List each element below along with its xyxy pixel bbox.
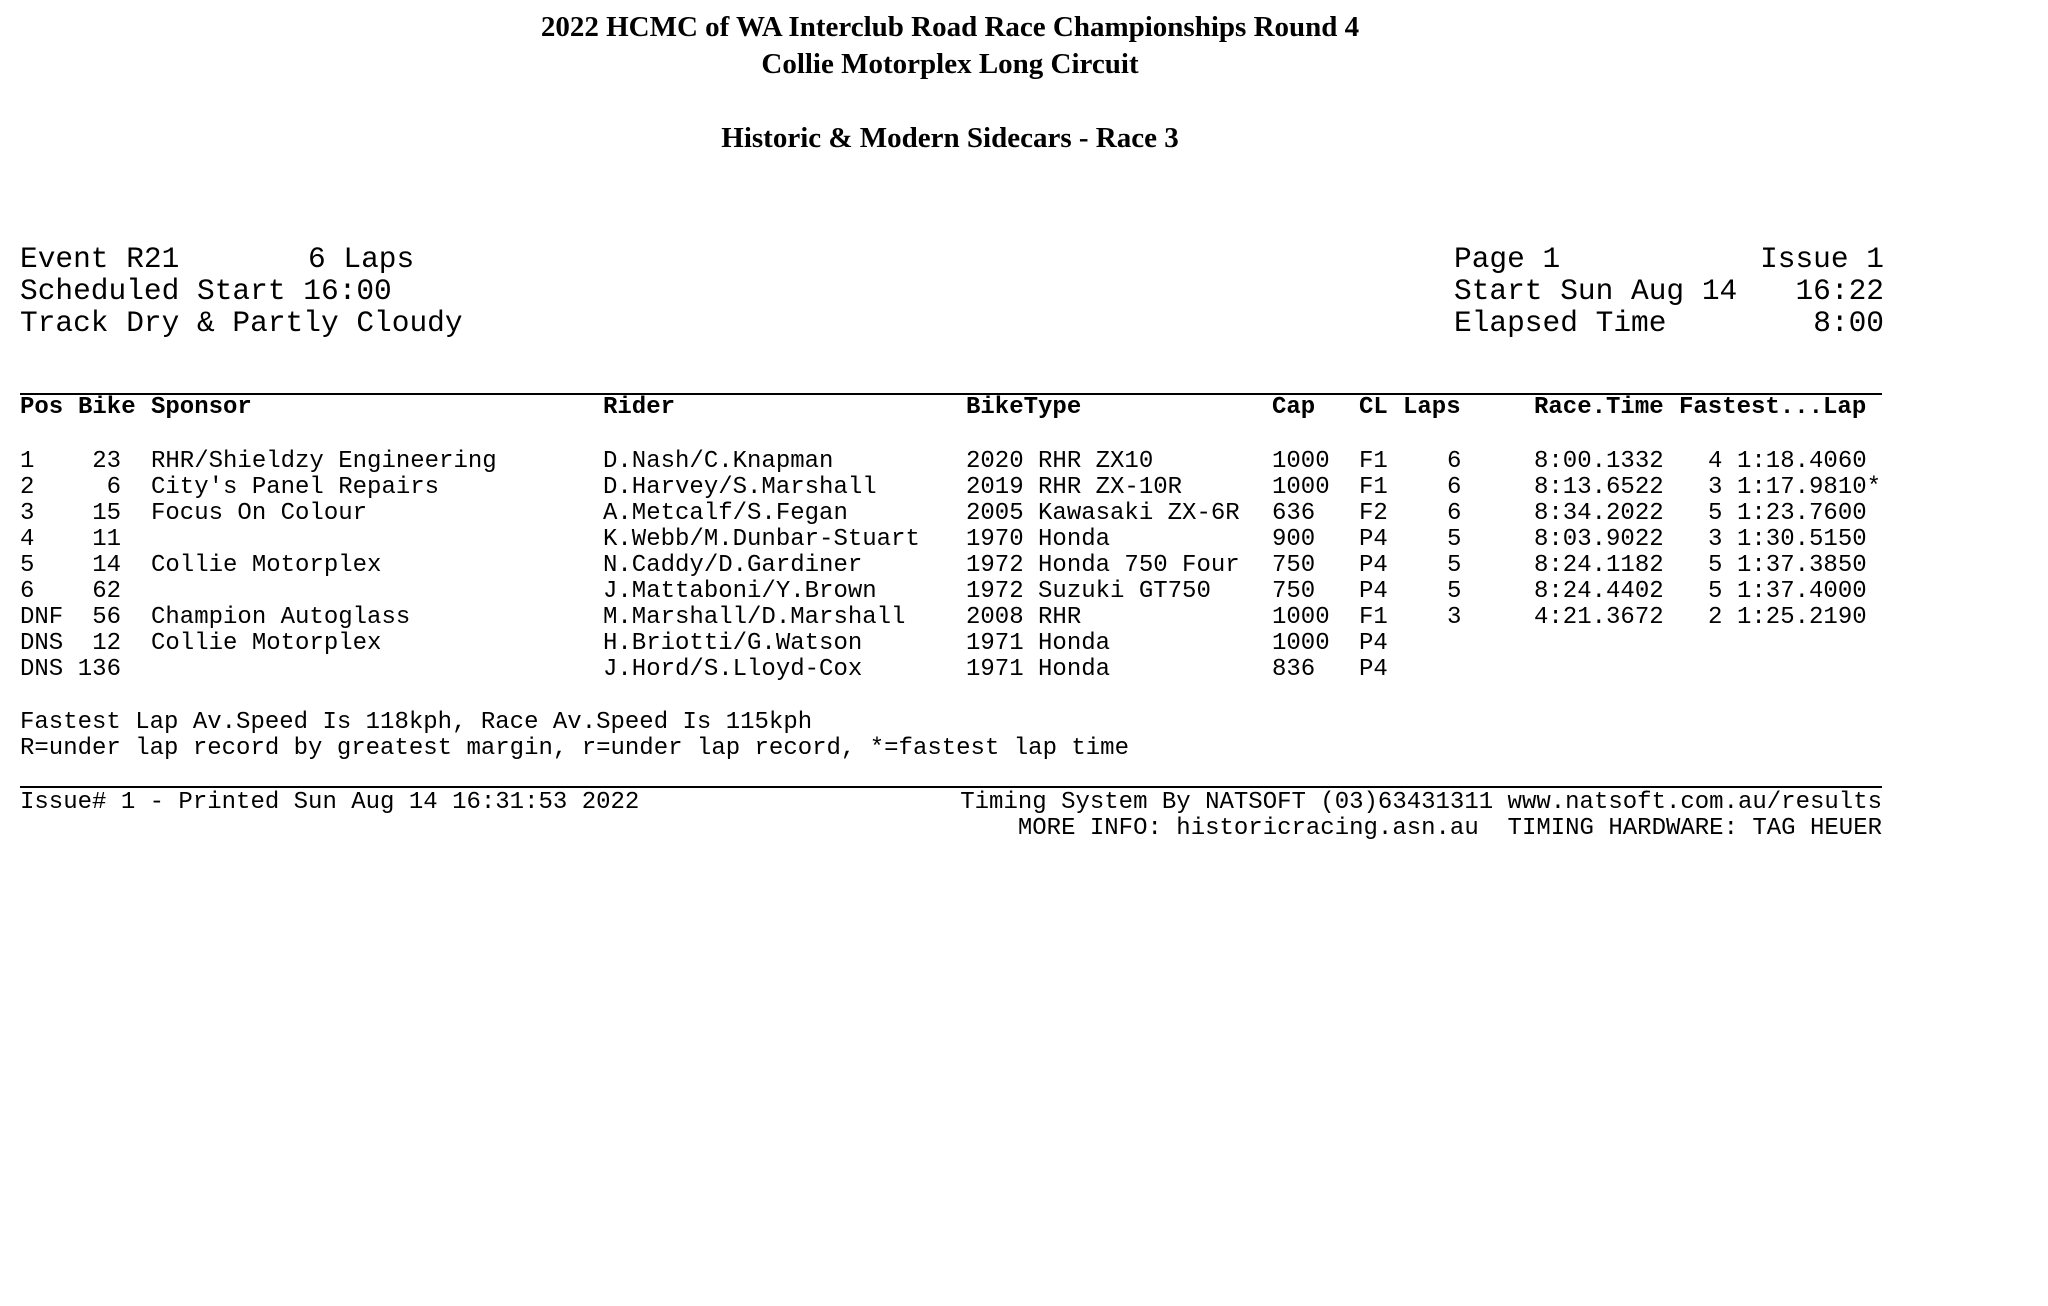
row-class: P4 bbox=[1359, 656, 1388, 683]
row-fastest-time: 1:17.9810* bbox=[1737, 474, 1882, 501]
event-info-left bbox=[20, 242, 463, 403]
result-row bbox=[0, 657, 1900, 683]
row-cap: 1000 bbox=[1272, 604, 1330, 631]
col-laps: Laps bbox=[1403, 394, 1461, 421]
row-racetime: 8:13.6522 bbox=[1534, 474, 1664, 501]
col-fastest-lap: Fastest...Lap bbox=[1679, 394, 1867, 421]
row-class: P4 bbox=[1359, 578, 1388, 605]
row-biketype: 2005 Kawasaki ZX-6R bbox=[966, 500, 1240, 527]
row-fastest-time: 1:30.5150 bbox=[1737, 526, 1867, 553]
row-cap: 1000 bbox=[1272, 474, 1330, 501]
row-fastest-time: 1:18.4060 bbox=[1737, 448, 1867, 475]
row-racetime: 8:34.2022 bbox=[1534, 500, 1664, 527]
row-bike: 6 bbox=[106, 474, 121, 501]
row-class: F2 bbox=[1359, 500, 1388, 527]
row-cap: 750 bbox=[1272, 552, 1316, 579]
row-rider: D.Harvey/S.Marshall bbox=[603, 474, 877, 501]
col-rider: Rider bbox=[603, 394, 676, 421]
row-class: P4 bbox=[1359, 526, 1388, 553]
col-cl: CL bbox=[1359, 394, 1388, 421]
row-biketype: 1970 Honda bbox=[966, 526, 1111, 553]
row-racetime: 8:00.1332 bbox=[1534, 448, 1664, 475]
row-rider: J.Hord/S.Lloyd-Cox bbox=[603, 656, 863, 683]
row-laps: 6 bbox=[1447, 500, 1462, 527]
row-biketype: 2020 RHR ZX10 bbox=[966, 448, 1154, 475]
row-rider: M.Marshall/D.Marshall bbox=[603, 604, 906, 631]
row-pos: DNS bbox=[20, 630, 64, 657]
col-sponsor: Sponsor bbox=[151, 394, 252, 421]
result-row bbox=[0, 579, 1900, 605]
row-fastest-lapno: 5 bbox=[1708, 552, 1723, 579]
row-pos: 2 bbox=[20, 474, 35, 501]
row-class: F1 bbox=[1359, 604, 1388, 631]
row-rider: K.Webb/M.Dunbar-Stuart bbox=[603, 526, 920, 553]
row-biketype: 1971 Honda bbox=[966, 630, 1111, 657]
col-biketype: BikeType bbox=[966, 394, 1082, 421]
row-laps: 5 bbox=[1447, 552, 1462, 579]
legend-note: R=under lap record by greatest margin, r=under lap record, *=fastest lap time bbox=[20, 735, 1129, 762]
event-label: Event R21 bbox=[20, 242, 180, 276]
col-pos: Pos bbox=[20, 394, 64, 421]
scheduled-start: Scheduled Start 16:00 bbox=[20, 274, 392, 308]
row-laps: 5 bbox=[1447, 578, 1462, 605]
row-class: P4 bbox=[1359, 552, 1388, 579]
speed-note: Fastest Lap Av.Speed Is 118kph, Race Av.Speed Is 115kph bbox=[20, 709, 813, 736]
row-rider: N.Caddy/D.Gardiner bbox=[603, 552, 863, 579]
page-number: Page 1 bbox=[1454, 242, 1561, 276]
elapsed-value: 8:00 bbox=[1813, 306, 1884, 340]
row-pos: DNS bbox=[20, 656, 64, 683]
row-pos: 4 bbox=[20, 526, 35, 553]
issue-number: Issue 1 bbox=[1760, 242, 1884, 276]
result-row bbox=[0, 501, 1900, 527]
timing-system-info: Timing System By NATSOFT (03)63431311 www.natsoft.com.au/results bbox=[960, 789, 1882, 816]
row-fastest-time: 1:37.3850 bbox=[1737, 552, 1867, 579]
start-time: 16:22 bbox=[1795, 274, 1884, 308]
result-row bbox=[0, 553, 1900, 579]
row-racetime: 8:24.1182 bbox=[1534, 552, 1664, 579]
result-row bbox=[0, 605, 1900, 631]
row-bike: 56 bbox=[92, 604, 121, 631]
row-biketype: 1972 Honda 750 Four bbox=[966, 552, 1240, 579]
row-laps: 3 bbox=[1447, 604, 1462, 631]
race-title: Historic & Modern Sidecars - Race 3 bbox=[721, 122, 1179, 154]
row-fastest-lapno: 2 bbox=[1708, 604, 1723, 631]
row-pos: 1 bbox=[20, 448, 35, 475]
row-fastest-lapno: 5 bbox=[1708, 578, 1723, 605]
row-cap: 1000 bbox=[1272, 630, 1330, 657]
row-bike: 11 bbox=[92, 526, 121, 553]
laps-count: 6 Laps bbox=[308, 242, 415, 276]
row-bike: 14 bbox=[92, 552, 121, 579]
row-laps: 6 bbox=[1447, 448, 1462, 475]
col-racetime: Race.Time bbox=[1534, 394, 1664, 421]
row-sponsor: Champion Autoglass bbox=[151, 604, 411, 631]
footer-rule bbox=[20, 786, 1882, 788]
row-bike: 15 bbox=[92, 500, 121, 527]
document-title: 2022 HCMC of WA Interclub Road Race Championships Round 4 bbox=[540, 11, 1360, 43]
row-cap: 636 bbox=[1272, 500, 1316, 527]
row-biketype: 1972 Suzuki GT750 bbox=[966, 578, 1211, 605]
row-rider: H.Briotti/G.Watson bbox=[603, 630, 863, 657]
row-class: F1 bbox=[1359, 448, 1388, 475]
col-cap: Cap bbox=[1272, 394, 1316, 421]
row-pos: DNF bbox=[20, 604, 64, 631]
row-racetime: 4:21.3672 bbox=[1534, 604, 1664, 631]
row-cap: 750 bbox=[1272, 578, 1316, 605]
row-sponsor: Focus On Colour bbox=[151, 500, 368, 527]
track-condition: Track Dry & Partly Cloudy bbox=[20, 306, 463, 340]
row-laps: 5 bbox=[1447, 526, 1462, 553]
row-rider: D.Nash/C.Knapman bbox=[603, 448, 834, 475]
row-cap: 836 bbox=[1272, 656, 1316, 683]
row-racetime: 8:24.4402 bbox=[1534, 578, 1664, 605]
row-bike: 136 bbox=[77, 656, 121, 683]
row-bike: 12 bbox=[92, 630, 121, 657]
row-fastest-lapno: 4 bbox=[1708, 448, 1723, 475]
result-row bbox=[0, 631, 1900, 657]
row-laps: 6 bbox=[1447, 474, 1462, 501]
elapsed-label: Elapsed Time bbox=[1454, 306, 1667, 340]
result-row bbox=[0, 527, 1900, 553]
row-biketype: 1971 Honda bbox=[966, 656, 1111, 683]
event-info-right bbox=[1454, 243, 1884, 467]
row-rider: A.Metcalf/S.Fegan bbox=[603, 500, 848, 527]
row-biketype: 2019 RHR ZX-10R bbox=[966, 474, 1183, 501]
row-fastest-time: 1:23.7600 bbox=[1737, 500, 1867, 527]
start-label: Start Sun Aug 14 bbox=[1454, 274, 1738, 308]
row-cap: 900 bbox=[1272, 526, 1316, 553]
row-fastest-time: 1:37.4000 bbox=[1737, 578, 1867, 605]
row-fastest-time: 1:25.2190 bbox=[1737, 604, 1867, 631]
row-bike: 23 bbox=[92, 448, 121, 475]
circuit-name: Collie Motorplex Long Circuit bbox=[761, 48, 1139, 80]
row-fastest-lapno: 5 bbox=[1708, 500, 1723, 527]
printed-info: Issue# 1 - Printed Sun Aug 14 16:31:53 2022 bbox=[20, 789, 640, 816]
more-info: MORE INFO: historicracing.asn.au TIMING HARDWARE: TAG HEUER bbox=[1017, 815, 1882, 842]
row-fastest-lapno: 3 bbox=[1708, 526, 1723, 553]
row-racetime: 8:03.9022 bbox=[1534, 526, 1664, 553]
row-rider: J.Mattaboni/Y.Brown bbox=[603, 578, 877, 605]
row-fastest-lapno: 3 bbox=[1708, 474, 1723, 501]
row-pos: 3 bbox=[20, 500, 35, 527]
row-sponsor: Collie Motorplex bbox=[151, 630, 382, 657]
col-bike: Bike bbox=[78, 394, 136, 421]
row-sponsor: Collie Motorplex bbox=[151, 552, 382, 579]
row-cap: 1000 bbox=[1272, 448, 1330, 475]
row-class: P4 bbox=[1359, 630, 1388, 657]
row-pos: 5 bbox=[20, 552, 35, 579]
row-sponsor: RHR/Shieldzy Engineering bbox=[151, 448, 497, 475]
row-class: F1 bbox=[1359, 474, 1388, 501]
row-bike: 62 bbox=[92, 578, 121, 605]
row-pos: 6 bbox=[20, 578, 35, 605]
result-row bbox=[0, 475, 1900, 501]
result-row bbox=[0, 449, 1900, 475]
row-sponsor: City's Panel Repairs bbox=[151, 474, 440, 501]
row-biketype: 2008 RHR bbox=[966, 604, 1082, 631]
